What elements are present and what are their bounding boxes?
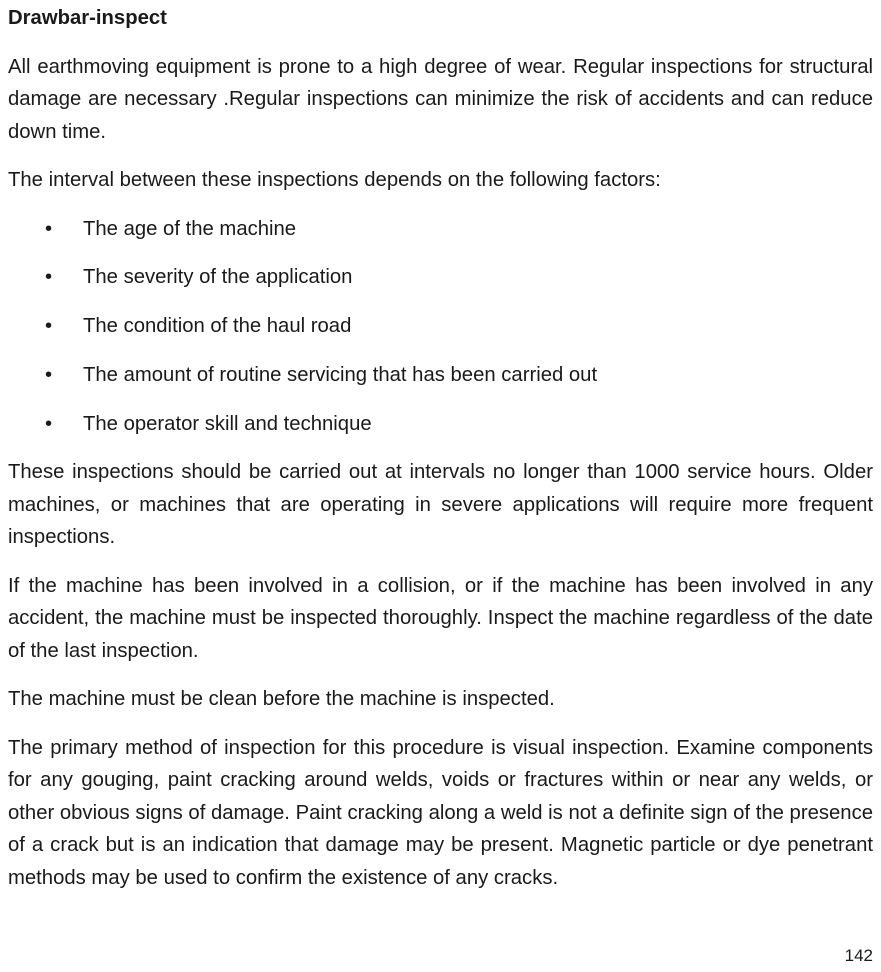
list-item-text: The condition of the haul road — [83, 315, 352, 338]
factors-intro-paragraph: The interval between these inspections depends on the following factors: — [8, 169, 661, 191]
list-item — [8, 408, 873, 441]
list-item — [8, 213, 873, 246]
collision-paragraph: If the machine has been involved in a collision, or if the machine has been involved in any accident, the machine must be inspected thoroughly. Inspect the machine regardless of the date of the last inspection. — [8, 574, 873, 662]
list-item — [8, 310, 873, 343]
list-item — [8, 359, 873, 392]
list-item — [8, 261, 873, 294]
document-page — [8, 2, 873, 910]
section-heading: Drawbar-inspect — [8, 7, 167, 29]
factors-list — [8, 213, 873, 441]
bullet-icon: • — [45, 315, 53, 338]
bullet-icon: • — [45, 266, 53, 289]
inspection-method-paragraph: The primary method of inspection for this procedure is visual inspection. Examine components for any gouging, paint cracking around welds, voids or fractures within or near any welds, or other obvious signs of damage. Paint cracking along a weld is not a definite sign of the presence of a crack but is an indication that damage may be present. Magnetic particle or dye penetrant methods may be used to confirm the existence of any cracks. — [8, 736, 873, 889]
intro-paragraph: All earthmoving equipment is prone to a high degree of wear. Regular inspections for structural damage are necessary .Regular inspections can minimize the risk of accidents and can reduce down time. — [8, 55, 873, 143]
list-item-text: The age of the machine — [83, 217, 297, 240]
bullet-icon: • — [45, 217, 53, 240]
inspection-interval-paragraph: These inspections should be carried out at intervals no longer than 1000 service hours. Older machines, or machines that are operating in severe applications will require more frequent inspections. — [8, 461, 873, 549]
bullet-icon: • — [45, 412, 53, 435]
clean-machine-paragraph: The machine must be clean before the machine is inspected. — [8, 688, 555, 711]
list-item-text: The amount of routine servicing that has been carried out — [83, 363, 598, 386]
page-number: 142 — [844, 946, 873, 965]
bullet-icon: • — [45, 363, 53, 386]
list-item-text: The severity of the application — [83, 266, 353, 289]
list-item-text: The operator skill and technique — [83, 412, 372, 435]
